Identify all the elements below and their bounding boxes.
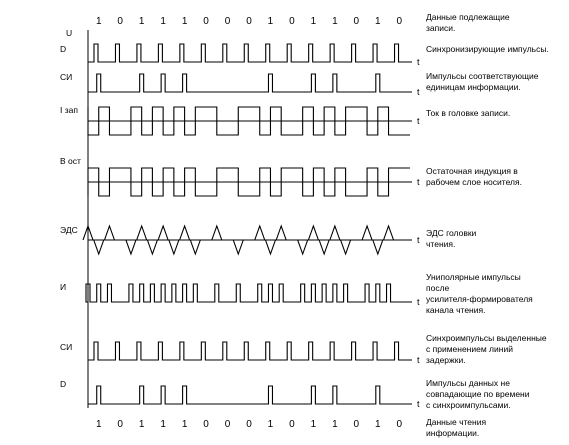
axis-t-label: t [417,297,420,307]
signal-row [60,156,522,196]
row-label: СИ [60,72,73,82]
axis-t-label: t [417,235,420,245]
axis-t-label: t [417,116,420,126]
row-desc-line: Импульсы соответствующие [426,71,539,81]
row-desc-line: Синхронизирующие импульсы. [426,44,549,54]
top-bit: 1 [160,16,166,27]
signal-row [60,225,477,254]
row-desc-line: Остаточная индукция в [426,166,518,176]
axis-u-label: U [66,28,73,38]
row-label: I зап [60,105,78,115]
row-desc-line: задержки. [426,355,466,365]
top-bit: 0 [396,16,403,27]
row-desc-line: Синхроимпульсы выделенные [426,333,547,343]
top-bit: 0 [203,16,209,27]
top-bit: 0 [246,16,252,27]
row-desc-line: канала чтения. [426,305,486,315]
bottom-bit: 1 [332,419,338,430]
bottom-bit: 1 [375,419,381,430]
row-desc-line: Ток в головке записи. [426,108,511,118]
row-label: B ост [60,156,81,166]
signal-row [60,71,539,97]
signal-waveform [88,74,412,92]
bottom-description [426,417,486,438]
axis-t-label: t [417,399,420,409]
signal-waveform [88,386,412,404]
signal-row [60,333,547,365]
row-label: СИ [60,342,73,352]
signal-row [60,378,530,410]
top-description [426,12,510,33]
row-desc-line: единицам информации. [426,82,521,92]
top-bit: 1 [138,16,145,27]
axis-t-label: t [417,87,420,97]
top-bit: 1 [181,16,188,27]
signal-row [60,272,533,315]
bottom-bit: 0 [117,419,123,430]
bottom-bit-sequence [96,419,403,430]
bottom-desc-line: информации. [426,428,480,438]
row-label: D [60,379,67,389]
bottom-bit: 1 [267,419,274,430]
signal-waveform [88,342,412,360]
bottom-bit: 1 [160,419,166,430]
row-label: И [60,282,67,292]
bottom-bit: 1 [95,419,102,430]
row-desc-line: с синхроимпульсами. [426,400,511,410]
top-bit: 0 [224,16,231,27]
top-desc-line: Данные подлежащие [426,12,510,22]
bottom-bit: 1 [181,419,188,430]
top-bit: 0 [289,16,295,27]
row-desc-line: Импульсы данных не [426,378,510,388]
bottom-bit: 0 [396,419,403,430]
top-bit: 1 [95,16,102,27]
row-desc-line: усилителя-формирователя [426,294,533,304]
top-bit: 1 [375,16,381,27]
bottom-bit: 0 [224,419,231,430]
top-bit: 0 [117,16,123,27]
top-bit: 1 [332,16,338,27]
bottom-bit: 1 [310,419,317,430]
signal-waveform [86,284,412,302]
row-label: ЭДС [60,225,78,235]
row-desc-line: совпадающие по времени [426,389,530,399]
top-bit-sequence [96,16,403,27]
row-desc-line: с применением линий [426,344,513,354]
top-bit: 0 [353,16,360,27]
bottom-bit: 0 [289,419,295,430]
axis-t-label: t [417,57,420,67]
bottom-bit: 0 [353,419,360,430]
top-bit: 1 [267,16,274,27]
row-label: D [60,44,67,54]
bottom-bit: 0 [203,419,209,430]
row-desc-line: рабочем слое носителя. [426,177,522,187]
bottom-bit: 1 [138,419,145,430]
axis-t-label: t [417,355,420,365]
top-desc-line: записи. [426,23,456,33]
row-desc-line: чтения. [426,239,456,249]
axis-t-label: t [417,177,420,187]
signal-row [60,44,549,67]
row-desc-line: после [426,283,450,293]
signal-row [60,105,510,135]
row-desc-line: ЭДС головки [426,228,477,238]
bottom-desc-line: Данные чтения [426,417,487,427]
top-bit: 1 [310,16,317,27]
bottom-bit: 0 [246,419,252,430]
signal-rows [60,44,549,410]
signal-waveform [88,44,412,62]
row-desc-line: Униполярные импульсы [426,272,521,282]
